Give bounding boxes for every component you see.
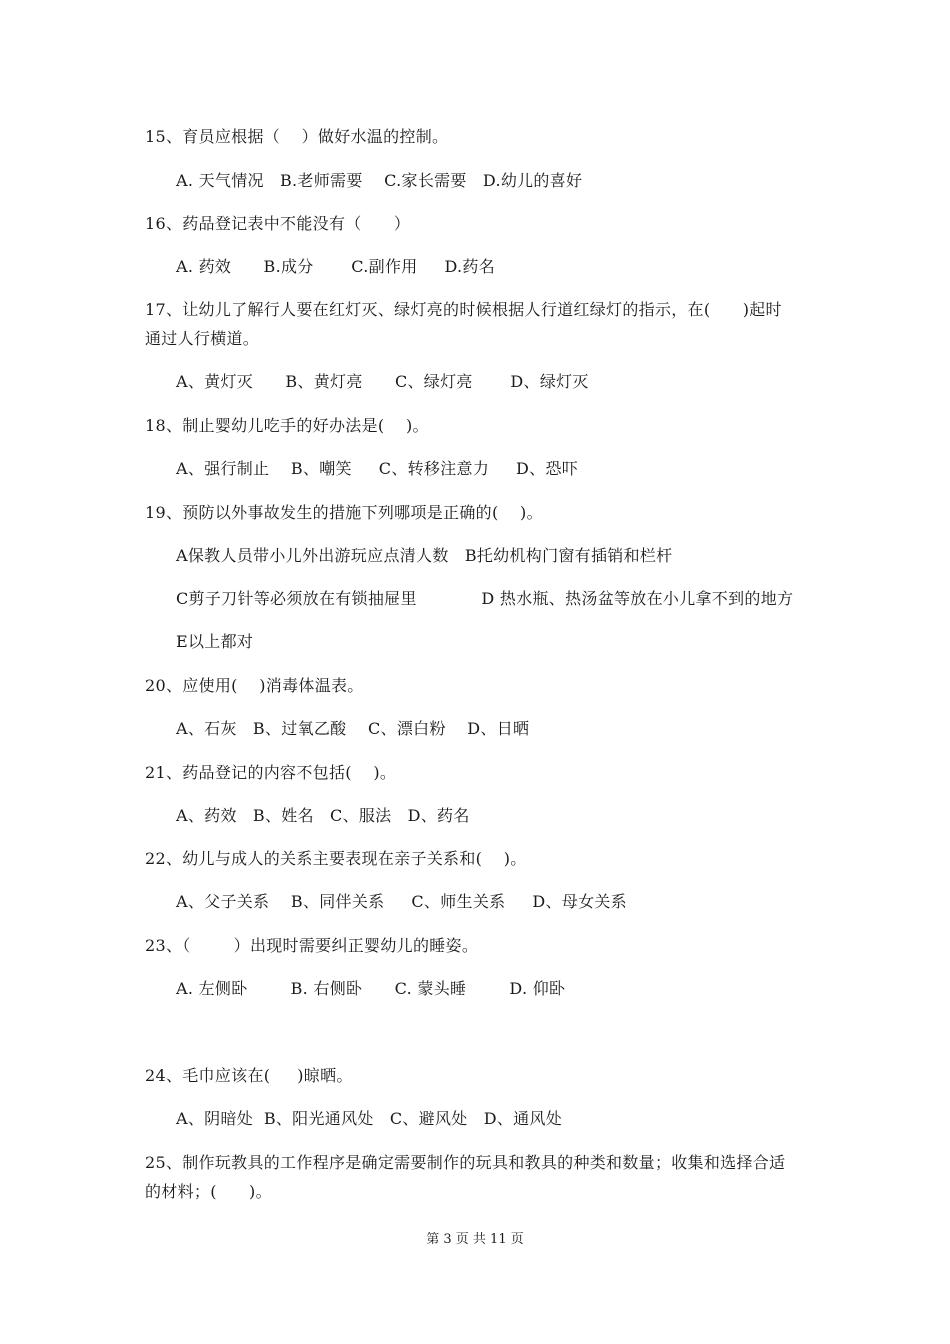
question-15-stem: 15、育员应根据（ ）做好水温的控制。	[145, 127, 449, 146]
question-23-stem: 23、（ ）出现时需要纠正婴幼儿的睡姿。	[145, 936, 479, 955]
question-20-stem: 20、应使用( )消毒体温表。	[145, 676, 364, 695]
question-25-stem-line-2: 的材料；( )。	[145, 1182, 272, 1201]
question-19-option-cd: C剪子刀针等必须放在有锁抽屉里 D 热水瓶、热汤盆等放在小儿拿不到的地方	[176, 589, 794, 608]
question-16-stem: 16、药品登记表中不能没有（ ）	[145, 214, 411, 233]
question-17-options: A、黄灯灭 B、黄灯亮 C、绿灯亮 D、绿灯灭	[176, 372, 589, 391]
question-24-stem: 24、毛巾应该在( )晾晒。	[145, 1066, 353, 1085]
question-15-options: A. 天气情况 B.老师需要 C.家长需要 D.幼儿的喜好	[176, 171, 583, 190]
question-22-stem: 22、幼儿与成人的关系主要表现在亲子关系和( )。	[145, 849, 527, 868]
question-23-options: A. 左侧卧 B. 右侧卧 C. 蒙头睡 D. 仰卧	[176, 979, 566, 998]
question-24-options: A、阴暗处 B、阳光通风处 C、避风处 D、通风处	[176, 1109, 563, 1128]
question-20-options: A、石灰 B、过氧乙酸 C、漂白粉 D、日晒	[176, 719, 530, 738]
question-18-stem: 18、制止婴幼儿吃手的好办法是( )。	[145, 416, 429, 435]
question-17-stem-line-2: 通过人行横道。	[145, 329, 260, 348]
question-18-options: A、强行制止 B、嘲笑 C、转移注意力 D、恐吓	[176, 459, 579, 478]
question-17-stem-line-1: 17、让幼儿了解行人要在红灯灭、绿灯亮的时候根据人行道红绿灯的指示，在( )起时	[145, 300, 782, 319]
page-footer: 第 3 页 共 11 页	[426, 1232, 524, 1247]
question-19-option-ab: A保教人员带小儿外出游玩应点清人数 B托幼机构门窗有插销和栏杆	[176, 546, 673, 565]
question-22-options: A、父子关系 B、同伴关系 C、师生关系 D、母女关系	[176, 892, 627, 911]
question-19-option-e: E以上都对	[176, 632, 254, 651]
question-19-stem: 19、预防以外事故发生的措施下列哪项是正确的( )。	[145, 503, 543, 522]
question-16-options: A. 药效 B.成分 C.副作用 D.药名	[176, 257, 496, 276]
question-21-stem: 21、药品登记的内容不包括( )。	[145, 763, 397, 782]
question-25-stem-line-1: 25、制作玩教具的工作程序是确定需要制作的玩具和教具的种类和数量；收集和选择合适	[145, 1153, 786, 1172]
question-21-options: A、药效 B、姓名 C、服法 D、药名	[176, 806, 470, 825]
